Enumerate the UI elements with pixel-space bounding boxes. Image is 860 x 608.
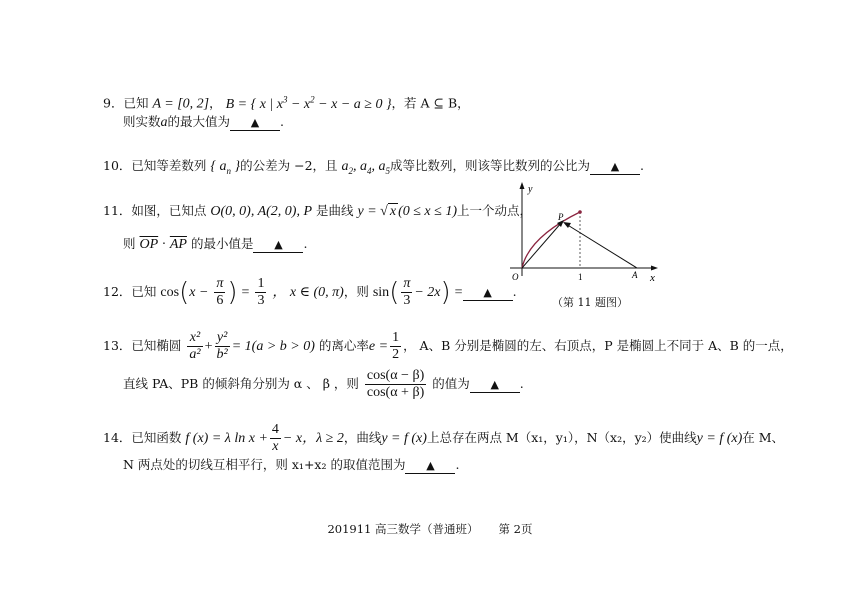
ellipse-condition: = 1(a > b > 0): [231, 339, 315, 354]
answer-blank: ▲: [253, 238, 303, 253]
question-11-line-2: [123, 235, 307, 254]
question-10: [103, 157, 644, 180]
q11-text-3: 上一个动点，: [456, 203, 532, 218]
question-9-line-2: [123, 113, 284, 132]
q13-text-2: 的离心率: [318, 338, 369, 353]
question-number: 11．: [103, 203, 132, 218]
footer-title: 201911 高三数学（普通班）: [327, 522, 479, 536]
q13-text-4: 直线 PA、PB 的倾斜角分别为 α 、 β ，则: [123, 376, 359, 391]
sin-func: sin: [372, 285, 390, 300]
question-number: 13．: [103, 338, 132, 353]
period: .: [640, 158, 645, 173]
curve: y = √ x (0 ≤ x ≤ 1): [357, 204, 457, 219]
x-label: x: [650, 272, 655, 284]
answer-blank: ▲: [405, 459, 455, 474]
q10-text-3: 成等比数列，则该等比数列的公比为: [390, 158, 591, 173]
a-label: A: [632, 270, 638, 280]
q9-text-2: 则实数: [123, 114, 161, 129]
q10-text: 已知等差数列: [131, 158, 207, 173]
cos-ratio: $\frac{\cos(\alpha - \beta)}{\cos(\alpha + \beta)}$: [366, 368, 425, 400]
dot-operator: ·: [158, 237, 170, 252]
q11-text-2: 是曲线: [316, 203, 354, 218]
question-number: 14．: [103, 430, 132, 445]
q14-text: 已知函数: [131, 430, 182, 445]
tick-one-label: 1: [578, 272, 583, 282]
q14-text-3: 上总存在两点 M（x₁，y₁），N（x₂，y₂）使曲线: [426, 430, 697, 445]
q13-text-5: 的值为: [432, 376, 470, 391]
terms: $a_2$, $a_4$, $a_5$: [341, 159, 391, 176]
function-def: f (x) = λ ln x +: [185, 431, 268, 446]
figure-11: [504, 180, 664, 304]
q14-text-5: N 两点处的切线互相平行，则 x₁+x₂ 的取值范围为: [123, 457, 406, 472]
period: .: [512, 284, 517, 299]
question-number: 10．: [103, 158, 132, 173]
answer-blank: ▲: [590, 160, 640, 175]
y-label: y: [528, 184, 533, 195]
q11-text-5: 的最小值是: [190, 236, 254, 251]
q9-condition: ，若 A ⊆ B，: [391, 95, 470, 111]
q12-arg-2: − 2x: [414, 285, 441, 300]
q13-text: 已知椭圆: [131, 338, 182, 353]
question-11-line-1: [103, 202, 532, 221]
cos-func: cos: [160, 285, 180, 300]
question-12: 12．已知 cos(x − $\frac{\pi}{6}$ ) = $\frac{1}{3}$ ， x ∈ (0, π)，则 sin( $\frac{\pi}{3}$ − 2x) = ▲ .: [103, 276, 517, 308]
question-number: 12．: [103, 284, 132, 299]
function-def-2: − x，: [282, 431, 317, 446]
vector-ap: $\overline{AP}$: [169, 237, 187, 252]
var-a: a: [160, 115, 168, 130]
plus: +: [204, 339, 213, 354]
q10-text-2: 的公差为 −2，且: [240, 158, 338, 173]
sequence: { $a_n$ }: [210, 159, 241, 176]
o-label: O: [512, 272, 519, 282]
q9-sep: ，: [209, 95, 222, 111]
y-axis-arrow-icon: [520, 182, 525, 189]
q14-text-2: ，曲线: [343, 430, 382, 445]
points: O(0, 0), A(2, 0), P: [210, 204, 313, 219]
question-14-line-2: [123, 456, 459, 474]
equals-2: =: [454, 285, 463, 300]
page-number: 第 2页: [498, 522, 533, 536]
one-third: $\frac{1}{3}$: [257, 276, 265, 308]
period: .: [280, 114, 285, 129]
answer-blank: ▲: [230, 116, 280, 131]
one-half: $\frac{1}{2}$: [392, 330, 400, 362]
q12-text-2: ，则: [343, 284, 369, 299]
equals: =: [241, 285, 250, 300]
question-13-line-1: [103, 328, 793, 365]
set-a: A = [0, 2]: [152, 96, 210, 112]
period: .: [303, 236, 308, 251]
question-13-line-2: [123, 366, 524, 402]
y2-over-b2: $\frac{\text{y²}}{\text{b²}}$: [216, 330, 228, 362]
set-b: B = { x | $x^3 - x^2 - x - a \ge 0$ }: [225, 94, 392, 112]
q14-text-4: 在 M、: [742, 430, 785, 445]
question-9-line-1: [103, 90, 470, 114]
x2-over-a2: $\frac{\text{x²}}{\text{a²}}$: [189, 330, 201, 362]
q9-text-3: 的最大值为: [167, 114, 231, 129]
question-number: 9．: [103, 95, 124, 111]
q11-text-4: 则: [123, 236, 136, 251]
page-footer: [0, 521, 860, 537]
point-end: [578, 210, 582, 214]
pi-over-6: $\frac{\pi}{6}$: [216, 276, 224, 308]
question-14-line-1: [103, 420, 784, 457]
vector-op: $\overline{OP}$: [139, 237, 159, 252]
four-over-x: $\frac{4}{x}$: [271, 422, 279, 454]
period: .: [519, 376, 524, 391]
q12-arg: x −: [189, 285, 209, 300]
sqrt-curve: [522, 212, 580, 268]
vector-ap-arrow-icon: [563, 222, 571, 228]
q11-text: 如图，已知点: [131, 203, 207, 218]
curve-2: y = f (x): [696, 431, 743, 446]
x-axis-arrow-icon: [651, 266, 658, 271]
q13-text-3: ， A、B 分别是椭圆的左、右顶点，P 是椭圆上不同于 A、B 的一点，: [403, 338, 793, 353]
period: .: [455, 457, 460, 472]
answer-blank: ▲: [470, 378, 520, 393]
vector-op-line: [522, 222, 562, 268]
q9-text: 已知: [123, 95, 149, 111]
p-label: P: [558, 212, 564, 222]
curve: y = f (x): [381, 431, 427, 446]
q12-text: 已知: [131, 284, 157, 299]
vector-ap-line: [566, 224, 637, 268]
range: ， x ∈ (0, π): [272, 285, 344, 300]
lambda-cond: λ ≥ 2: [316, 431, 344, 446]
pi-over-3: $\frac{\pi}{3}$: [403, 276, 411, 308]
answer-blank: ▲: [463, 286, 513, 301]
eccentricity: e =: [368, 339, 389, 354]
figure-caption: （第 11 题图）: [552, 296, 628, 309]
